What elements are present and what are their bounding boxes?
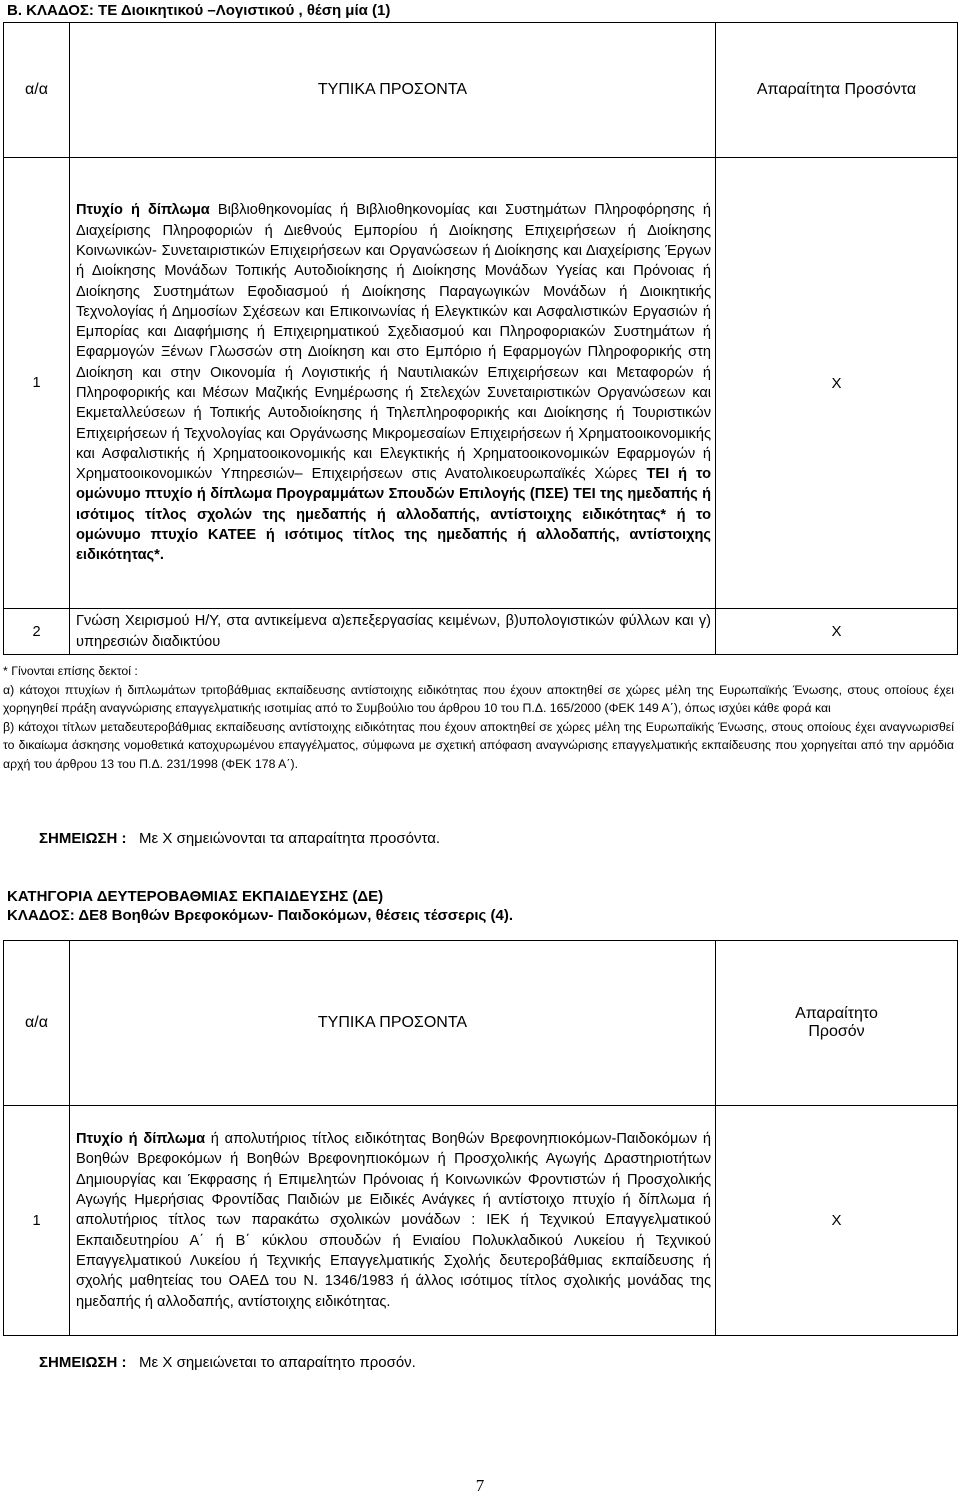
table-row bbox=[4, 158, 958, 609]
header-aa: α/α bbox=[4, 941, 70, 1106]
remark-label: ΣΗΜΕΙΩΣΗ : bbox=[39, 830, 127, 847]
section-b-heading: Β. ΚΛΑΔΟΣ: ΤΕ Διοικητικού –Λογιστικού , θέση μία (1) bbox=[7, 2, 391, 19]
row-number: 1 bbox=[4, 1106, 70, 1336]
footnotes bbox=[3, 662, 954, 773]
qualification-lead: Πτυχίο ή δίπλωμα bbox=[76, 1131, 206, 1148]
page-number: 7 bbox=[475, 1476, 485, 1495]
branch-heading: ΚΛΑΔΟΣ: ΔΕ8 Βοηθών Βρεφοκόμων- Παιδοκόμων, θέσεις τέσσερις (4). bbox=[7, 907, 514, 924]
header-aa: α/α bbox=[4, 23, 70, 158]
table-header-row bbox=[4, 941, 958, 1106]
required-mark: Χ bbox=[716, 158, 958, 609]
section-b-table bbox=[3, 22, 958, 655]
remark-label: ΣΗΜΕΙΩΣΗ : bbox=[39, 1354, 127, 1371]
section-de-table bbox=[3, 940, 958, 1336]
header-required-line2: Προσόν bbox=[808, 1023, 865, 1040]
header-required: Απαραίτητα Προσόντα bbox=[716, 23, 958, 158]
footnote-a: α) κάτοχοι πτυχίων ή διπλωμάτων τριτοβάθμιας εκπαίδευσης αντίστοιχης ειδικότητας που έχουν αποκτηθεί σε χώρες μέλη της Ευρωπαϊκής Ένωσης, στους οποίους έχει χορηγηθεί πράξη αναγνώρισης επαγγελματικής ισοτιμίας από το Συμβούλιο του άρθρου 10 του Π.Δ. 165/2000 (ΦΕΚ 149 Α΄), όπως ισχύει κάθε φορά και bbox=[3, 682, 954, 715]
header-typika: ΤΥΠΙΚΑ ΠΡΟΣΟΝΤΑ bbox=[70, 23, 716, 158]
table-row bbox=[4, 1106, 958, 1336]
qualification-text: Γνώση Χειρισμού Η/Υ, στα αντικείμενα α)επεξεργασίας κειμένων, β)υπολογιστικών φύλλων και γ) υπηρεσιών διαδικτύου bbox=[70, 609, 716, 655]
required-mark: Χ bbox=[716, 609, 958, 655]
table-row bbox=[4, 609, 958, 655]
qualification-text bbox=[70, 1106, 716, 1336]
qualification-text bbox=[70, 158, 716, 609]
footnote-b: β) κάτοχοι τίτλων μεταδευτεροβάθμιας εκπαίδευσης αντίστοιχης ειδικότητας που έχουν αποκτηθεί σε χώρες μέλη της Ευρωπαϊκής Ένωσης, στους οποίους έχει αναγνωρισθεί το δικαίωμα άσκησης νομοθετικά κατοχυρωμένου επαγγέλματος, σύμφωνα με σχετική απόφαση αναγνώρισης επαγγελματικής εκπαίδευσης που χορηγείται από την αρμόδια αρχή του άρθρου 13 του Π.Δ. 231/1998 (ΦΕΚ 178 Α΄). bbox=[3, 719, 954, 771]
remark-text: Με Χ σημειώνονται τα απαραίτητα προσόντα. bbox=[139, 830, 441, 847]
section-de-remark bbox=[39, 1354, 416, 1371]
header-typika: ΤΥΠΙΚΑ ΠΡΟΣΟΝΤΑ bbox=[70, 941, 716, 1106]
table-header-row bbox=[4, 23, 958, 158]
row-number: 1 bbox=[4, 158, 70, 609]
row-number: 2 bbox=[4, 609, 70, 655]
qualification-body: ή απολυτήριος τίτλος ειδικότητας Βοηθών Βρεφονηπιοκόμων-Παιδοκόμων ή Βοηθών Βρεφοκόμων ή Βοηθών Βρεφονηπιοκόμων ή Προσχολικής Αγωγής Δραστηριοτήτων Δημιουργίας και Έκφρασης ή Επιμελητών Πρόνοιας ή Κοινωνικών Φροντιστών ή Προσχολικής Αγωγής Ημερήσιας Φροντίδας Παιδιών με Ειδικές Ανάγκες ή αντίστοιχο πτυχίο ή δίπλωμα ή απολυτήριος τίτλος των παρακάτω σχολικών μονάδων : ΙΕΚ ή Τεχνικού Επαγγελματικού Εκπαιδευτηρίου Α΄ ή Β΄ κύκλου σπουδών ή Ενιαίου Πολυκλαδικού Λυκείου ή Τεχνικού Επαγγελματικού Λυκείου ή Τεχνικής Επαγγελματικής Σχολής δευτεροβάθμιας εκπαίδευσης ή σχολής μαθητείας του ΟΑΕΔ του Ν. 1346/1983 ή άλλος ισότιμος τίτλος σχολικής μονάδας της ημεδαπής ή αλλοδαπής, αντίστοιχης ειδικότητας. bbox=[76, 1131, 711, 1310]
required-mark: Χ bbox=[716, 1106, 958, 1336]
category-heading: ΚΑΤΗΓΟΡΙΑ ΔΕΥΤΕΡΟΒΑΘΜΙΑΣ ΕΚΠΑΙΔΕΥΣΗΣ (ΔΕ) bbox=[7, 888, 384, 905]
qualification-lead: Πτυχίο ή δίπλωμα bbox=[76, 202, 210, 219]
footnote-intro: * Γίνονται επίσης δεκτοί : bbox=[3, 664, 138, 678]
remark-text: Με Χ σημειώνεται το απαραίτητο προσόν. bbox=[139, 1354, 416, 1371]
header-required-line1: Απαραίτητο bbox=[795, 1005, 878, 1022]
qualification-tail: ΤΕΙ ή το ομώνυμο πτυχίο ή δίπλωμα Προγραμμάτων Σπουδών Επιλογής (ΠΣΕ) ΤΕΙ της ημεδαπής ή ισότιμος τίτλος σχολών της ημεδαπής ή αλλοδαπής, αντίστοιχης ειδικότητας* ή το ομώνυμο πτυχίο ΚΑΤΕΕ ή ισότιμος τίτλος της ημεδαπής ή αλλοδαπής, αντίστοιχης ειδικότητας*. bbox=[76, 466, 711, 564]
section-b-remark bbox=[39, 830, 440, 847]
header-required bbox=[716, 941, 958, 1106]
qualification-body: Βιβλιοθηκονομίας ή Βιβλιοθηκονομίας και Συστημάτων Πληροφόρησης ή Διαχείρισης Πληροφοριών ή Διεθνούς Εμπορίου ή Διοίκησης Επιχειρήσεων ή Διοίκησης Κοινωνικών- Συνεταιριστικών Επιχειρήσεων και Οργανώσεων ή Διοίκησης και Διαχείρισης Έργων ή Διοίκησης Μονάδων Τοπικής Αυτοδιοίκησης ή Διοίκησης Μονάδων Υγείας και Πρόνοιας ή Διοίκησης Συστημάτων Εφοδιασμού ή Διοίκησης Παραγωγικών Μονάδων ή Διοικητικής Τεχνολογίας ή Δημοσίων Σχέσεων και Επικοινωνίας ή Ελεγκτικών και Ασφαλιστικών Εργασιών ή Εμπορίας και Διαφήμισης ή Επιχειρηματικού Σχεδιασμού και Πληροφοριακών Συστημάτων ή Εφαρμογών Ξένων Γλωσσών στη Διοίκηση και στο Εμπόριο ή Εφαρμογών Πληροφορικής στη Διοίκηση και στην Οικονομία ή Λογιστικής ή Ναυτιλιακών Επιχειρήσεων και Μεταφορών ή Πληροφορικής και Μέσων Μαζικής Ενημέρωσης ή Στελεχών Συνεταιριστικών Οργανώσεων και Εκμεταλλεύσεων ή Τοπικής Αυτοδιοίκησης ή Τηλεπληροφορικής και Διοίκησης ή Τουριστικών Επιχειρήσεων ή Τεχνολογίας και Οργάνωσης Μικρομεσαίων Επιχειρήσεων ή Χρηματοοικονομικής και Ασφαλιστικής ή Χρηματοοικονομικής και Ελεγκτικής ή Χρηματοοικονομικών Εφαρμογών ή Χρηματοοικονομικών Υπηρεσιών– Επιχειρήσεων στις Ανατολικοευρωπαϊκές Χώρες bbox=[76, 202, 711, 483]
